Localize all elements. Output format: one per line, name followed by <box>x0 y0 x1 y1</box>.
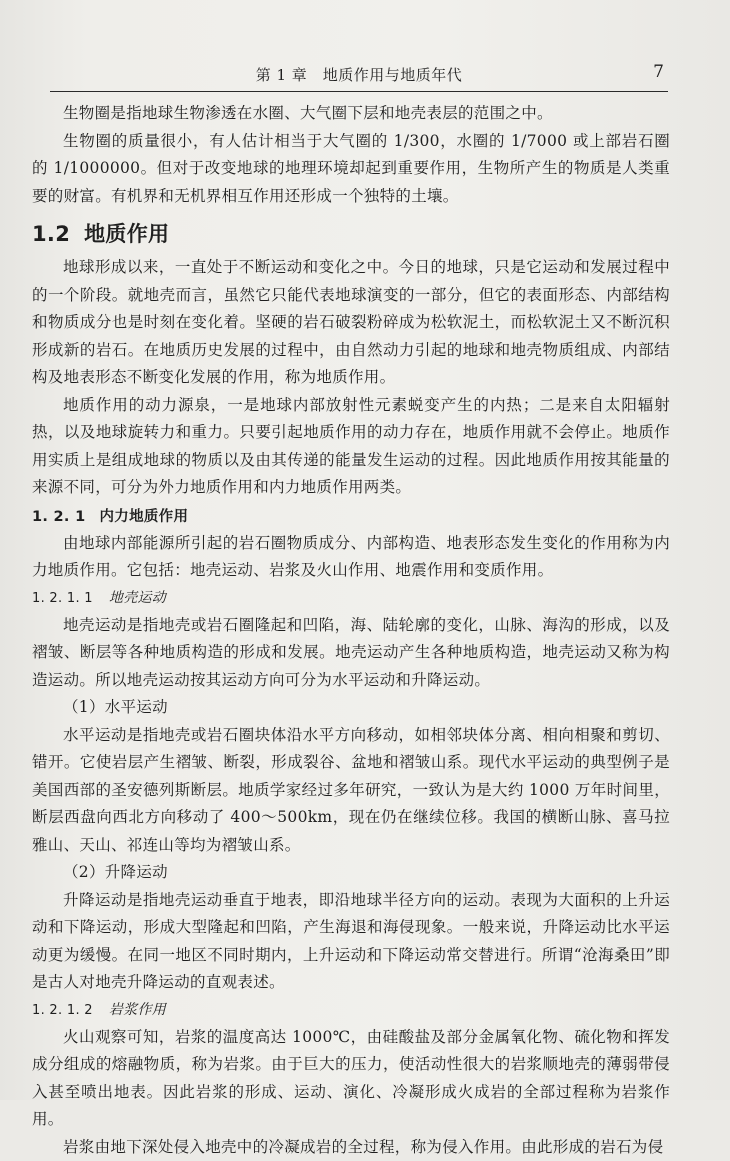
paragraph-horizontal-movement: 水平运动是指地壳或岩石圈块体沿水平方向移动，如相邻块体分离、相向相聚和剪切、错开。它使岩层产生褶皱、断裂，形成裂谷、盆地和褶皱山系。现代水平运动的典型例子是美国西部的圣安德列斯断层。地质学家经过多年研究，一致认为是大约 1000 万年时间里，断层西盘向西北方向移动了 400～500km，现在仍在继续位移。我国的横断山脉、喜马拉雅山、天山、祁连山等均为褶皱山系。 <box>32 722 670 860</box>
subsection-title: 内力地质作用 <box>99 509 188 525</box>
subsubsection-title: 岩浆作用 <box>109 1002 166 1018</box>
header-rule <box>50 91 668 92</box>
chapter-title: 第 1 章 地质作用与地质年代 <box>50 64 668 85</box>
page-body <box>32 100 670 1161</box>
subsubsection-number: 1. 2. 1. 1 <box>32 591 93 606</box>
item-heading-horizontal-movement: （1）水平运动 <box>32 694 670 722</box>
paragraph-internal-action: 由地球内部能源所引起的岩石圈物质成分、内部构造、地表形态发生变化的作用称为内力地质作用。它包括：地壳运动、岩浆及火山作用、地震作用和变质作用。 <box>32 530 670 585</box>
subsection-number: 1. 2. 1 <box>32 509 85 525</box>
section-number: 1.2 <box>32 222 70 246</box>
paragraph-magma: 火山观察可知，岩浆的温度高达 1000℃，由硅酸盐及部分金属氧化物、硫化物和挥发成分组成的熔融物质，称为岩浆。由于巨大的压力，使活动性很大的岩浆顺地壳的薄弱带侵入甚至喷出地表。因此岩浆的形成、运动、演化、冷凝形成火成岩的全部过程称为岩浆作用。 <box>32 1024 670 1134</box>
subsubsection-heading-1-2-1-1 <box>32 585 670 612</box>
paragraph-crustal-movement: 地壳运动是指地壳或岩石圈隆起和凹陷，海、陆轮廓的变化，山脉、海沟的形成，以及褶皱、断层等各种地质构造的形成和发展。地壳运动产生各种地质构造，地壳运动又称为构造运动。所以地壳运动按其运动方向可分为水平运动和升降运动。 <box>32 612 670 695</box>
paragraph-energy-sources: 地质作用的动力源泉，一是地球内部放射性元素蜕变产生的内热；二是来自太阳辐射热，以及地球旋转力和重力。只要引起地质作用的动力存在，地质作用就不会停止。地质作用实质上是组成地球的物质以及由其传递的能量发生运动的过程。因此地质作用按其能量的来源不同，可分为外力地质作用和内力地质作用两类。 <box>32 392 670 502</box>
paragraph-biosphere-mass: 生物圈的质量很小，有人估计相当于大气圈的 1/300，水圈的 1/7000 或上部岩石圈的 1/1000000。但对于改变地球的地理环境却起到重要作用，生物所产生的物质是人类重要的财富。有机界和无机界相互作用还形成一个独特的土壤。 <box>32 128 670 211</box>
item-heading-vertical-movement: （2）升降运动 <box>32 859 670 887</box>
subsubsection-title: 地壳运动 <box>109 590 166 606</box>
section-heading-1-2 <box>32 219 670 249</box>
running-header <box>50 64 668 90</box>
subsubsection-number: 1. 2. 1. 2 <box>32 1003 93 1018</box>
paragraph-vertical-movement: 升降运动是指地壳运动垂直于地表，即沿地球半径方向的运动。表现为大面积的上升运动和下降运动，形成大型隆起和凹陷，产生海退和海侵现象。一般来说，升降运动比水平运动更为缓慢。在同一地区不同时期内，上升运动和下降运动常交替进行。所谓“沧海桑田”即是古人对地壳升降运动的直观表述。 <box>32 887 670 997</box>
page-number: 7 <box>653 62 664 82</box>
section-title: 地质作用 <box>84 222 169 246</box>
paragraph-intrusion: 岩浆由地下深处侵入地壳中的冷凝成岩的全过程，称为侵入作用。由此形成的岩石为侵 <box>32 1134 670 1161</box>
subsubsection-heading-1-2-1-2 <box>32 997 670 1024</box>
subsection-heading-1-2-1 <box>32 504 670 530</box>
paragraph-biosphere-definition: 生物圈是指地球生物渗透在水圈、大气圈下层和地壳表层的范围之中。 <box>32 100 670 128</box>
paragraph-geologic-action-intro: 地球形成以来，一直处于不断运动和变化之中。今日的地球，只是它运动和发展过程中的一个阶段。就地壳而言，虽然它只能代表地球演变的一部分，但它的表面形态、内部结构和物质成分也是时刻在变化着。坚硬的岩石破裂粉碎成为松软泥土，而松软泥土又不断沉积形成新的岩石。在地质历史发展的过程中，由自然动力引起的地球和地壳物质组成、内部结构及地表形态不断变化发展的作用，称为地质作用。 <box>32 254 670 392</box>
